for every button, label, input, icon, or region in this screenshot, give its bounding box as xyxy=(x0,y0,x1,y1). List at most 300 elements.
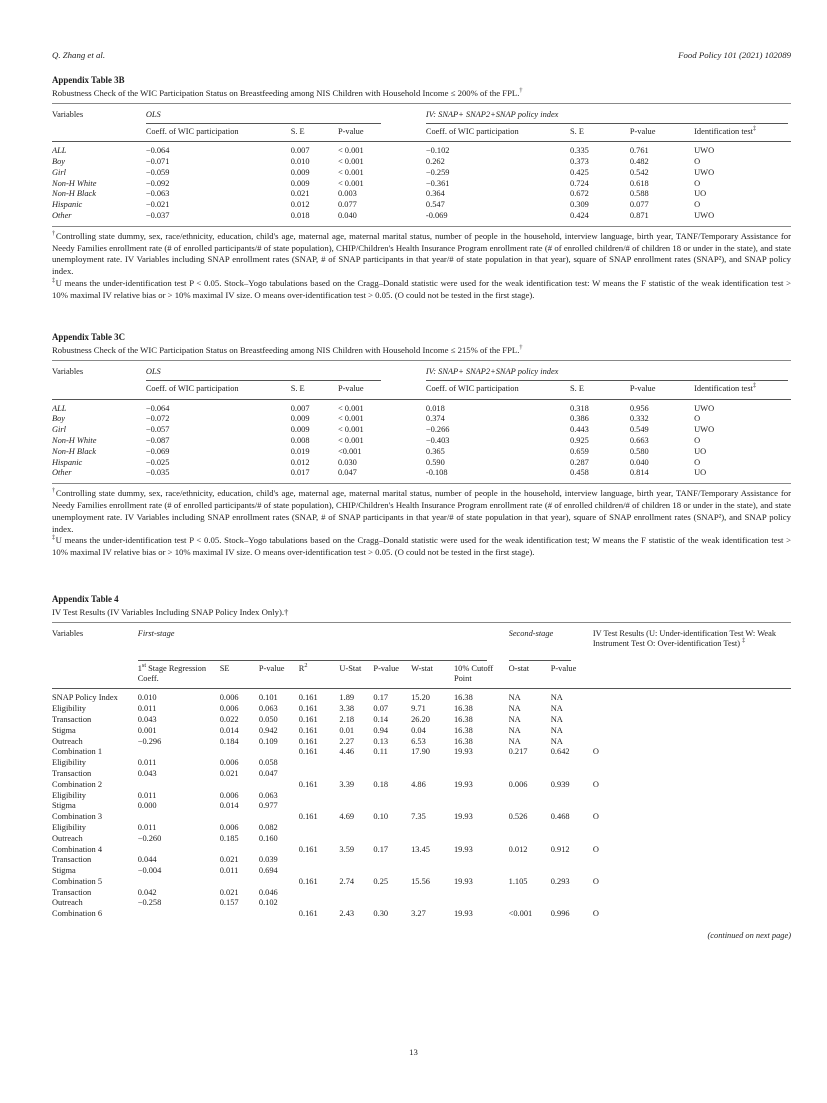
cell-coeff: −0.258 xyxy=(137,898,162,908)
table-3b-title: Appendix Table 3B xyxy=(52,75,125,85)
cell-se: 0.022 xyxy=(219,714,239,724)
cell-t: O xyxy=(592,844,599,854)
table-row xyxy=(52,877,791,888)
cell-ols_se: 0.012 xyxy=(290,200,310,210)
table-row xyxy=(52,704,791,715)
cell-ols_coeff: −0.035 xyxy=(145,468,170,478)
cell-t: O xyxy=(592,812,599,822)
cell-iv_se: 0.318 xyxy=(570,403,589,413)
cell-r2 xyxy=(299,823,340,834)
table-row xyxy=(52,436,791,447)
cell-iv_coeff: -0.069 xyxy=(425,211,448,221)
cell-u: 2.18 xyxy=(339,714,355,724)
cell-pu xyxy=(373,866,411,877)
cell-cut xyxy=(454,855,509,866)
cell-w xyxy=(411,888,454,899)
cell-o: NA xyxy=(508,725,521,735)
cell-ols_p: < 0.001 xyxy=(337,414,364,424)
table-3c-title: Appendix Table 3C xyxy=(52,332,126,343)
cell-t xyxy=(593,704,791,715)
table-row xyxy=(52,845,791,856)
cell-v: Outreach xyxy=(52,833,83,843)
cell-se xyxy=(220,812,259,823)
table-row xyxy=(52,726,791,737)
col-header-pvalue-o: P-value xyxy=(550,663,577,673)
cell-coeff: 0.001 xyxy=(137,725,157,735)
cell-iv_coeff: −0.259 xyxy=(425,167,450,177)
cell-pu xyxy=(373,791,411,802)
cell-ols_p: <0.001 xyxy=(337,446,362,456)
cell-po: 0.642 xyxy=(550,747,570,757)
cell-ident: UO xyxy=(694,446,707,456)
cell-iv_coeff: 0.018 xyxy=(425,403,445,413)
cell-se: 0.014 xyxy=(219,725,239,735)
col-header-ols-se: S. E xyxy=(290,127,305,136)
cell-p xyxy=(259,845,299,856)
cell-coeff xyxy=(138,845,220,856)
section-table-4 xyxy=(52,594,791,941)
cell-pu: 0.13 xyxy=(373,736,389,746)
cell-v: Other xyxy=(52,468,72,478)
cell-po: 0.468 xyxy=(550,812,570,822)
group-label-second-stage: Second-stage xyxy=(508,628,554,638)
cell-pu: 0.07 xyxy=(373,704,389,714)
cell-ols_se: 0.009 xyxy=(290,178,310,188)
cell-se: 0.157 xyxy=(219,898,239,908)
cell-cut xyxy=(454,866,509,877)
cell-p: 0.160 xyxy=(258,833,278,843)
group-header-first-stage xyxy=(138,622,509,662)
cell-o: <0.001 xyxy=(508,909,533,919)
table-4-header xyxy=(52,622,791,689)
cell-iv_p: 0.040 xyxy=(629,457,649,467)
cell-r2: 0.161 xyxy=(298,909,318,919)
cell-coeff: −0.004 xyxy=(137,866,162,876)
table-3c-caption xyxy=(52,345,791,356)
cell-po: NA xyxy=(550,704,563,714)
cell-v: Transaction xyxy=(52,714,92,724)
cell-coeff: 0.000 xyxy=(137,801,157,811)
cell-u xyxy=(339,898,373,909)
cell-ident: O xyxy=(694,178,701,188)
table-3c-header xyxy=(52,361,791,399)
cell-iv_se: 0.309 xyxy=(570,200,589,210)
running-header-journal: Food Policy 101 (2021) 102089 xyxy=(678,50,791,60)
cell-cut: 16.38 xyxy=(453,693,473,703)
cell-p xyxy=(259,812,299,823)
cell-ols_se: 0.009 xyxy=(290,414,310,424)
cell-v: Boy xyxy=(52,157,66,167)
cell-iv_se: 0.425 xyxy=(570,167,589,177)
table-row xyxy=(52,888,791,899)
cell-ols_p: < 0.001 xyxy=(337,425,364,435)
cell-se: 0.184 xyxy=(219,736,239,746)
cell-cut xyxy=(454,801,509,812)
iv-test-results-label: IV Test Results (U: Under-identification Test W: Weak Instrument Test O: Over-identification Test) xyxy=(592,628,777,649)
cell-ols_se: 0.021 xyxy=(290,189,310,199)
footnote-1-text: Controlling state dummy, sex, race/ethnicity, education, child's age, maternal age, maternal marital status, number of people in the household, interview language, birth year, TANF/Temporary Assistance for Needy Families enrollment rate (# of enrolled participants/# of state population), CHIP/Children's Health Insurance Program enrollment rate (# of enrolled children/# of children 18 or under in the state), and state unemployment rate. IV Variables including SNAP enrollment rates (SNAP, # of SNAP participants in that year/# of state population in that year), square of SNAP enrollment rates (SNAP²), and SNAP policy index. xyxy=(52,488,792,534)
first-stage-coeff-prefix: 1 xyxy=(137,663,142,673)
col-header-o-stat: O-stat xyxy=(508,663,530,673)
cell-v: Outreach xyxy=(52,898,83,908)
table-row xyxy=(52,812,791,823)
col-header-iv-se: S. E xyxy=(570,127,584,136)
col-header-iv-coeff: Coeff. of WIC participation xyxy=(425,127,519,136)
cell-p: 0.046 xyxy=(258,887,278,897)
cell-ident: UWO xyxy=(694,167,715,177)
cell-r2 xyxy=(299,769,340,780)
cell-iv_p: 0.542 xyxy=(629,167,649,177)
footnote-2-text: U means the under-identification test P < 0.05. Stock–Yogo tabulations based on the Cragg–Donald statistic were used for the weak identification test: W means the F statistic of the weak identification test > 10% maximal IV relative bias or > 10% maximal IV size. O means over-identification test > 0.05. (O could not be tested in the first stage). xyxy=(52,277,791,300)
cell-ols_p: < 0.001 xyxy=(337,436,364,446)
table-row xyxy=(52,179,791,190)
cell-se: 0.185 xyxy=(219,833,239,843)
cell-iv_p: 0.618 xyxy=(629,178,649,188)
cell-po: NA xyxy=(550,736,563,746)
cell-pu: 0.14 xyxy=(373,714,389,724)
cell-coeff: 0.044 xyxy=(137,855,157,865)
cell-w xyxy=(411,758,454,769)
cell-o xyxy=(509,769,551,780)
cell-p: 0.694 xyxy=(258,866,278,876)
col-header-iv-pvalue: P-value xyxy=(629,384,656,394)
cell-ident: O xyxy=(694,457,701,467)
cell-se: 0.021 xyxy=(219,855,239,865)
footnote-marker-dagger: † xyxy=(52,487,56,495)
col-header-iv-se: S. E xyxy=(570,384,584,394)
table-row xyxy=(52,689,791,704)
cell-o: 0.217 xyxy=(508,747,528,757)
cell-ols_p: < 0.001 xyxy=(337,167,364,177)
cell-o xyxy=(509,888,551,899)
cell-se xyxy=(220,877,259,888)
cell-pu: 0.17 xyxy=(373,844,389,854)
col-header-first-stage-coeff xyxy=(138,662,220,689)
cell-ident: UWO xyxy=(694,146,715,156)
cell-iv_se: 0.458 xyxy=(570,468,589,478)
cell-w: 15.20 xyxy=(411,693,430,703)
cell-cut: 19.93 xyxy=(453,779,473,789)
cell-t xyxy=(593,855,791,866)
cell-w xyxy=(411,823,454,834)
cell-iv_se: 0.659 xyxy=(570,446,589,456)
cell-iv_se: 0.335 xyxy=(570,146,589,156)
cell-r2: 0.161 xyxy=(298,693,318,703)
cell-r2 xyxy=(299,834,340,845)
cell-se: 0.021 xyxy=(219,768,239,778)
table-row xyxy=(52,780,791,791)
cell-ols_se: 0.007 xyxy=(290,403,310,413)
table-4-caption: IV Test Results (IV Variables Including SNAP Policy Index Only).† xyxy=(52,606,289,617)
group-label-iv: IV: SNAP+ SNAP2+SNAP policy index xyxy=(425,367,559,377)
cell-w xyxy=(411,866,454,877)
cell-p xyxy=(259,747,299,758)
cell-se: 0.021 xyxy=(219,887,239,897)
cell-po: NA xyxy=(550,714,563,724)
cell-u: 3.38 xyxy=(339,704,355,714)
cell-u xyxy=(339,855,373,866)
table-row xyxy=(52,447,791,458)
table-3c-footnotes xyxy=(52,488,791,559)
cell-w: 0.04 xyxy=(411,725,426,735)
col-header-r-squared xyxy=(299,662,340,689)
cell-p xyxy=(259,877,299,888)
cell-ols_se: 0.009 xyxy=(290,425,310,435)
cell-iv_se: 0.386 xyxy=(570,414,589,424)
cell-ident: O xyxy=(694,414,701,424)
cell-cut xyxy=(454,898,509,909)
cell-r2: 0.161 xyxy=(298,812,318,822)
table-row xyxy=(52,142,791,157)
cell-ols_p: 0.003 xyxy=(337,189,357,199)
cell-se: 0.006 xyxy=(219,822,239,832)
cell-u xyxy=(339,834,373,845)
running-header-authors: Q. Zhang et al. xyxy=(52,50,106,60)
cell-cut xyxy=(454,769,509,780)
cell-t: O xyxy=(592,747,599,757)
cell-ols_coeff: −0.057 xyxy=(145,425,170,435)
cell-o xyxy=(509,823,551,834)
cell-coeff xyxy=(138,780,220,791)
footnote-marker-dagger: † xyxy=(52,229,56,237)
cell-iv_p: 0.761 xyxy=(629,146,649,156)
identification-test-label: Identification test xyxy=(694,384,753,394)
cell-cut: 19.93 xyxy=(453,747,473,757)
group-header-iv xyxy=(426,361,791,383)
cell-v: Eligibility xyxy=(52,758,86,768)
cell-v: Outreach xyxy=(52,736,83,746)
group-header-ols xyxy=(146,361,426,383)
cell-coeff: −0.260 xyxy=(137,833,162,843)
cell-r2 xyxy=(299,866,340,877)
cell-p: 0.102 xyxy=(258,898,278,908)
cell-o: 0.012 xyxy=(508,844,528,854)
ordinal-superscript: st xyxy=(141,661,147,669)
cell-o: NA xyxy=(508,714,521,724)
cell-ols_p: 0.077 xyxy=(337,200,357,210)
cell-u: 1.89 xyxy=(339,693,355,703)
cell-r2 xyxy=(299,898,340,909)
cell-pu: 0.94 xyxy=(373,725,389,735)
cell-w: 26.20 xyxy=(411,714,430,724)
cell-p: 0.082 xyxy=(258,822,278,832)
cell-ols_coeff: −0.037 xyxy=(145,211,170,221)
cell-iv_coeff: -0.108 xyxy=(425,468,448,478)
cell-v: Hispanic xyxy=(52,457,83,467)
footnote-2 xyxy=(52,535,791,559)
cell-t: O xyxy=(592,779,599,789)
cell-iv_se: 0.724 xyxy=(570,178,589,188)
cell-ols_se: 0.010 xyxy=(290,157,310,167)
cell-ols_se: 0.018 xyxy=(290,211,310,221)
table-row xyxy=(52,855,791,866)
col-header-variables: Variables xyxy=(52,628,84,638)
cell-coeff xyxy=(138,877,220,888)
cell-iv_se: 0.373 xyxy=(570,157,589,167)
cell-pu xyxy=(373,898,411,909)
r-squared-base: R xyxy=(298,663,305,673)
cell-w: 17.90 xyxy=(411,747,430,757)
first-stage-coeff-suffix: Stage Regression Coeff. xyxy=(137,663,207,684)
footnote-1 xyxy=(52,231,791,278)
cell-po xyxy=(551,888,593,899)
cell-v: Eligibility xyxy=(52,822,86,832)
cell-iv_p: 0.077 xyxy=(629,200,649,210)
cell-coeff: 0.011 xyxy=(137,790,157,800)
cell-p xyxy=(259,780,299,791)
cell-t xyxy=(593,888,791,899)
cell-ols_p: < 0.001 xyxy=(337,157,364,167)
cell-ols_p: < 0.001 xyxy=(337,178,364,188)
cell-se: 0.006 xyxy=(219,790,239,800)
col-header-ols-coeff: Coeff. of WIC participation xyxy=(145,384,239,394)
cell-ols_coeff: −0.064 xyxy=(145,146,170,156)
cell-ols_coeff: −0.069 xyxy=(145,446,170,456)
cell-po xyxy=(551,758,593,769)
cell-w: 9.71 xyxy=(411,704,426,714)
cell-ols_se: 0.009 xyxy=(290,167,310,177)
cell-u: 3.59 xyxy=(339,844,355,854)
table-row xyxy=(52,715,791,726)
cell-iv_p: 0.580 xyxy=(629,446,649,456)
cell-w xyxy=(411,791,454,802)
table-row xyxy=(52,747,791,758)
cell-u xyxy=(339,758,373,769)
cell-o xyxy=(509,866,551,877)
cell-cut: 16.38 xyxy=(453,704,473,714)
cell-pu xyxy=(373,855,411,866)
table-3b-body xyxy=(52,142,791,227)
cell-o xyxy=(509,801,551,812)
table-row xyxy=(52,898,791,909)
col-header-identification-test xyxy=(694,125,791,142)
cell-v: Stigma xyxy=(52,801,76,811)
footnote-1-text: Controlling state dummy, sex, race/ethnicity, education, child's age, maternal age, maternal marital status, number of people in the household, interview language, birth year, TANF/Temporary Assistance for Needy Families enrollment rate (# of enrolled participants/# of state population), CHIP/Children's Health Insurance Program enrollment rate (# of enrolled children/# of children 18 or under in the state), and state unemployment rate. IV Variables including SNAP enrollment rates (SNAP, # of SNAP participants in that year/# of state population in that year), square of SNAP enrollment rates (SNAP²), and SNAP policy index. xyxy=(52,230,792,277)
cell-po: 0.996 xyxy=(550,909,570,919)
cell-po xyxy=(551,791,593,802)
cell-p: 0.058 xyxy=(258,758,278,768)
cell-coeff: −0.296 xyxy=(137,736,162,746)
cell-po: 0.293 xyxy=(550,876,570,886)
cell-ols_coeff: −0.064 xyxy=(145,403,170,413)
cell-r2 xyxy=(299,801,340,812)
cell-pu xyxy=(373,801,411,812)
cell-cut: 19.93 xyxy=(453,812,473,822)
cell-pu: 0.18 xyxy=(373,779,389,789)
table-row xyxy=(52,399,791,414)
cell-cut: 16.38 xyxy=(453,736,473,746)
cell-t xyxy=(593,769,791,780)
footnote-marker-ddagger: ‡ xyxy=(752,382,757,390)
cell-v: ALL xyxy=(52,403,67,413)
col-header-variables: Variables xyxy=(52,367,84,377)
group-label-ols: OLS xyxy=(145,367,161,377)
cell-se: 0.006 xyxy=(219,704,239,714)
table-row xyxy=(52,211,791,226)
running-header xyxy=(52,0,791,60)
table-row xyxy=(52,458,791,469)
cell-t xyxy=(593,823,791,834)
cell-w: 15.56 xyxy=(411,876,430,886)
cell-o: NA xyxy=(508,704,521,714)
cell-se: 0.014 xyxy=(219,801,239,811)
cell-r2: 0.161 xyxy=(298,725,318,735)
cell-p: 0.050 xyxy=(258,714,278,724)
footnote-1 xyxy=(52,488,791,535)
cell-coeff: 0.011 xyxy=(137,758,157,768)
cell-ols_coeff: −0.092 xyxy=(145,178,170,188)
col-header-variables: Variables xyxy=(52,110,84,119)
cell-t xyxy=(593,737,791,748)
cell-r2: 0.161 xyxy=(298,876,318,886)
cell-cut: 16.38 xyxy=(453,725,473,735)
cell-o: 1.105 xyxy=(508,876,528,886)
cell-v: Transaction xyxy=(52,768,92,778)
cell-ols_p: 0.030 xyxy=(337,457,357,467)
cell-w: 4.86 xyxy=(411,779,426,789)
col-header-iv-pvalue: P-value xyxy=(629,127,656,136)
cell-iv_p: 0.663 xyxy=(629,436,649,446)
cell-ols_coeff: −0.072 xyxy=(145,414,170,424)
cell-r2 xyxy=(299,758,340,769)
cell-coeff: 0.043 xyxy=(137,714,157,724)
cell-o: 0.526 xyxy=(508,812,528,822)
cell-se xyxy=(220,845,259,856)
cell-t xyxy=(593,791,791,802)
cell-pu: 0.10 xyxy=(373,812,389,822)
cell-ident: UO xyxy=(694,468,707,478)
cell-r2 xyxy=(299,855,340,866)
table-3b-caption-text: Robustness Check of the WIC Participation Status on Breastfeeding among NIS Children with Household Income ≤ 200% of the FPL. xyxy=(52,88,520,98)
cell-iv_se: 0.672 xyxy=(570,189,589,199)
cell-p: 0.942 xyxy=(258,725,278,735)
cell-se xyxy=(220,780,259,791)
r-squared-exponent: 2 xyxy=(304,661,308,669)
cell-t xyxy=(593,898,791,909)
cell-coeff: 0.043 xyxy=(137,768,157,778)
cell-t xyxy=(593,758,791,769)
table-row xyxy=(52,468,791,483)
cell-v: Eligibility xyxy=(52,790,86,800)
cell-coeff: 0.042 xyxy=(137,887,157,897)
cell-pu: 0.30 xyxy=(373,909,389,919)
cell-coeff xyxy=(138,909,220,924)
cell-po: NA xyxy=(550,725,563,735)
cell-u xyxy=(339,823,373,834)
col-header-iv-test-results xyxy=(593,622,791,689)
table-row xyxy=(52,791,791,802)
cell-ols_se: 0.008 xyxy=(290,436,310,446)
cell-u: 2.27 xyxy=(339,736,355,746)
cell-po xyxy=(551,834,593,845)
cell-v: Combination 5 xyxy=(52,876,103,886)
col-header-pvalue-u: P-value xyxy=(373,663,399,673)
table-4 xyxy=(52,622,791,924)
cell-ols_p: < 0.001 xyxy=(337,403,364,413)
group-label-ols: OLS xyxy=(145,110,161,119)
cell-ols_p: 0.047 xyxy=(337,468,357,478)
cell-ident: UWO xyxy=(694,211,715,221)
cell-v: Girl xyxy=(52,425,66,435)
cell-o xyxy=(509,898,551,909)
cell-iv_coeff: −0.403 xyxy=(425,436,450,446)
cell-p: 0.063 xyxy=(258,704,278,714)
cell-u: 3.39 xyxy=(339,779,355,789)
table-row xyxy=(52,758,791,769)
cell-v: Combination 3 xyxy=(52,812,103,822)
cell-p xyxy=(259,909,299,924)
cell-w: 6.53 xyxy=(411,736,426,746)
